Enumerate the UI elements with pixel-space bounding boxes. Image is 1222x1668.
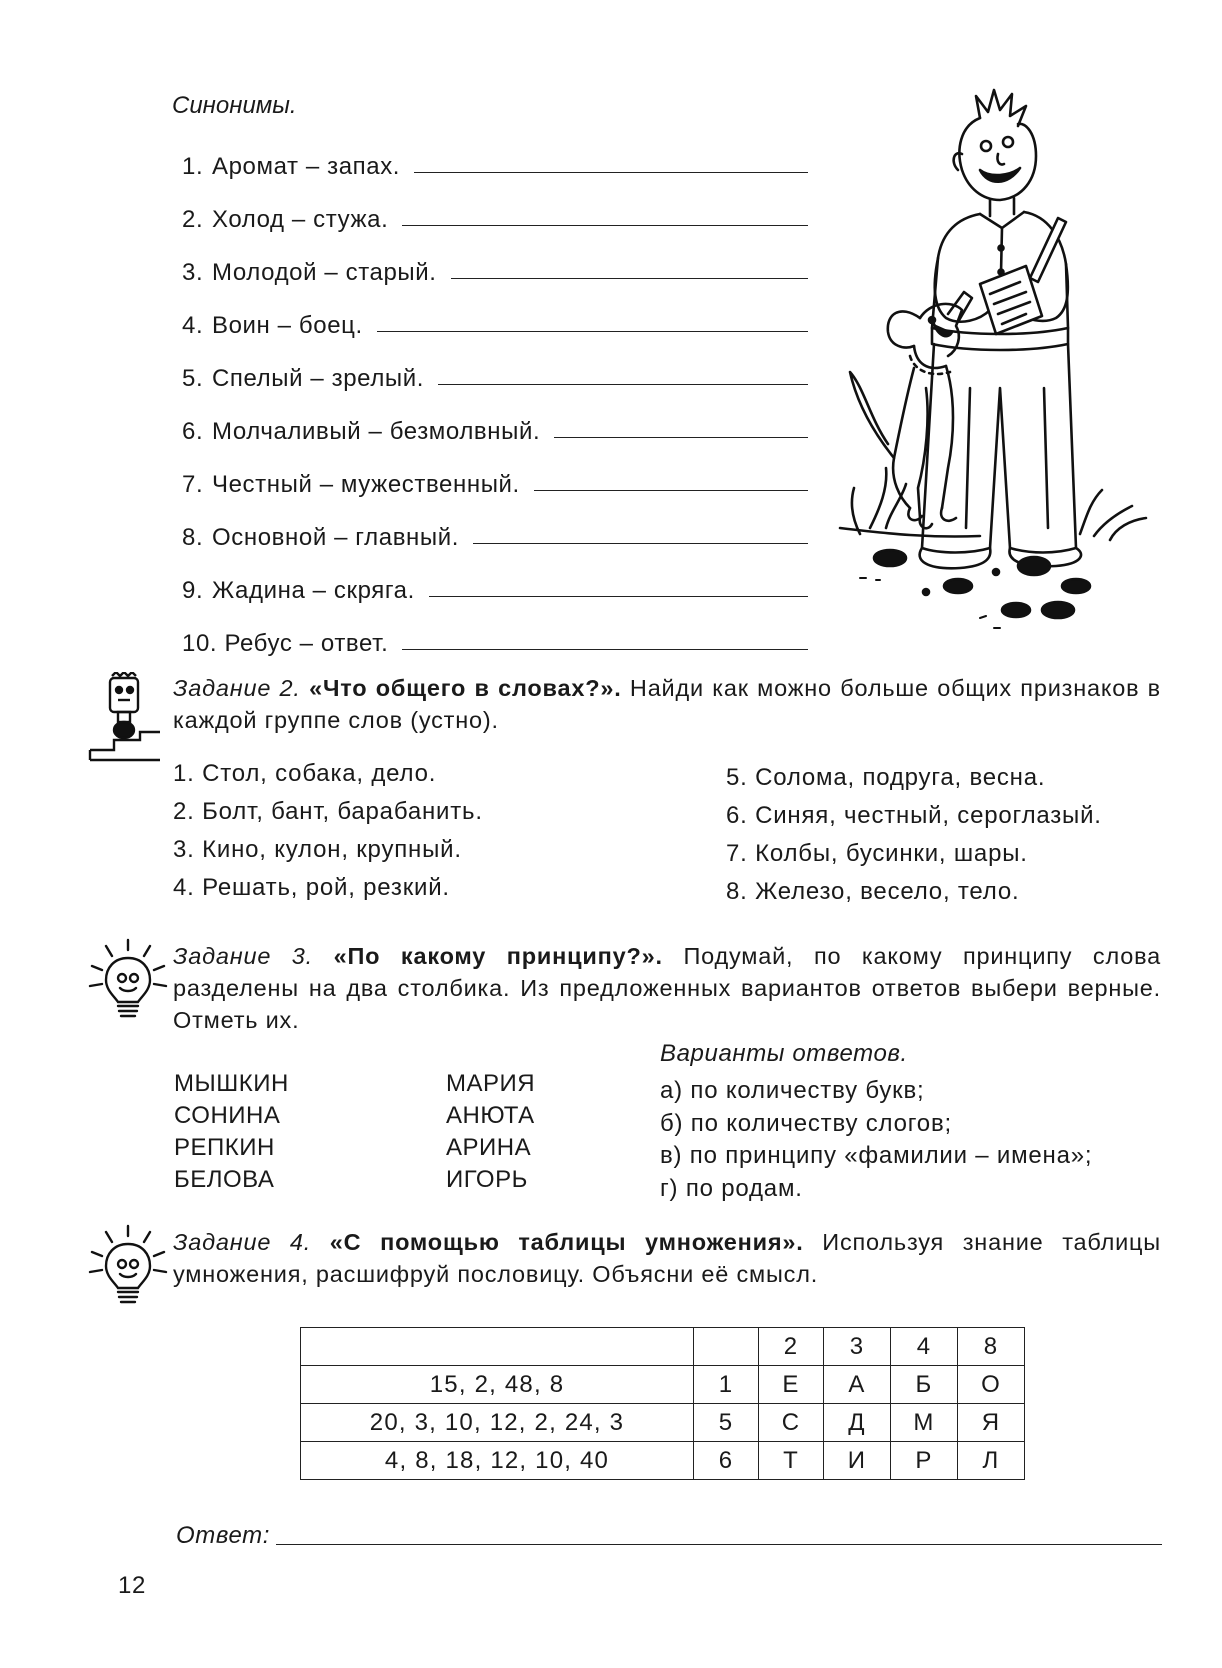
list-item: АРИНА — [446, 1134, 532, 1161]
variant-option[interactable]: в) по принципу «фамилии – имена»; — [660, 1142, 1093, 1169]
task2-heading — [173, 672, 1161, 736]
list-item: БЕЛОВА — [174, 1166, 275, 1193]
table-row — [301, 1442, 1025, 1480]
task2-groups-right — [726, 764, 1102, 916]
answer-line[interactable] — [554, 437, 808, 438]
variant-option[interactable]: б) по количеству слогов; — [660, 1109, 952, 1137]
synonym-number: 3. — [182, 259, 211, 286]
answer-line[interactable] — [534, 490, 808, 491]
variant-option[interactable]: г) по родам. — [660, 1174, 803, 1202]
task2-label: Задание 2. — [173, 675, 301, 701]
task2-instruction: Найди как можно больше общих признаков в каждой группе слов (устно). — [173, 675, 1161, 733]
answer-line[interactable] — [473, 543, 808, 544]
answer-line[interactable] — [438, 384, 808, 385]
list-item: 8. Железо, весело, тело. — [726, 878, 1020, 905]
synonym-number: 8. — [182, 524, 211, 551]
answer-line[interactable] — [402, 649, 808, 650]
synonym-row — [182, 287, 808, 340]
synonym-text: Воин – боец. — [212, 312, 363, 339]
table-cell: С — [759, 1404, 824, 1442]
list-item: МАРИЯ — [446, 1070, 536, 1097]
task3-variants — [660, 1077, 1092, 1207]
synonym-text: Жадина – скряга. — [212, 577, 415, 604]
list-item: ИГОРЬ — [446, 1166, 528, 1193]
synonym-row — [182, 552, 808, 605]
list-item: 6. Синяя, честный, сероглазый. — [726, 802, 1102, 829]
synonym-row — [182, 181, 808, 234]
table-cell: 4 — [891, 1328, 958, 1366]
synonym-row — [182, 128, 808, 181]
task4-instruction: Используя знание таблицы умножения, расшифруй пословицу. Объясни её смысл. — [173, 1229, 1161, 1287]
code-numbers-cell: 4, 8, 18, 12, 10, 40 — [301, 1442, 694, 1480]
synonym-text: Основной – главный. — [212, 524, 460, 551]
synonym-number: 4. — [182, 312, 211, 339]
synonyms-list — [182, 128, 808, 658]
list-item: МЫШКИН — [174, 1070, 289, 1097]
synonym-row — [182, 446, 808, 499]
table-cell: Т — [759, 1442, 824, 1480]
answer-line[interactable] — [414, 172, 808, 173]
synonym-number: 9. — [182, 577, 211, 604]
task3-name: «По какому принципу?». — [333, 943, 663, 969]
synonym-row — [182, 393, 808, 446]
table-cell: Д — [824, 1404, 891, 1442]
table-cell — [694, 1328, 759, 1366]
task3-heading — [173, 940, 1161, 1036]
synonym-number: 5. — [182, 365, 211, 392]
list-item: 1. Стол, собака, дело. — [173, 760, 437, 787]
task4-label: Задание 4. — [173, 1229, 312, 1255]
table-cell: 8 — [958, 1328, 1025, 1366]
synonym-text: Молчаливый – безмолвный. — [212, 418, 541, 445]
character-on-steps-icon — [88, 672, 164, 764]
list-item: СОНИНА — [174, 1102, 281, 1129]
answer-line[interactable] — [276, 1544, 1162, 1545]
synonym-number: 10. — [182, 630, 225, 657]
task3-column-names — [446, 1070, 535, 1198]
task2-name: «Что общего в словах?». — [309, 675, 622, 701]
code-numbers-cell: 20, 3, 10, 12, 2, 24, 3 — [301, 1404, 694, 1442]
task3-label: Задание 3. — [173, 943, 314, 969]
answer-line[interactable] — [402, 225, 808, 226]
task4-name: «С помощью таблицы умножения». — [329, 1229, 804, 1255]
table-cell: 5 — [694, 1404, 759, 1442]
table-cell: О — [958, 1366, 1025, 1404]
synonym-text: Аромат – запах. — [212, 153, 401, 180]
synonym-number: 2. — [182, 206, 211, 233]
code-numbers-cell: 15, 2, 48, 8 — [301, 1366, 694, 1404]
page-number: 12 — [118, 1572, 146, 1599]
synonym-row — [182, 605, 808, 658]
task3-variants-title: Варианты ответов. — [660, 1040, 908, 1067]
variant-option[interactable]: а) по количеству букв; — [660, 1077, 925, 1104]
list-item: РЕПКИН — [174, 1134, 275, 1161]
table-cell: М — [891, 1404, 958, 1442]
task2-groups-left — [173, 760, 483, 912]
answer-line[interactable] — [377, 331, 808, 332]
synonym-row — [182, 499, 808, 552]
list-item: 2. Болт, бант, барабанить. — [173, 798, 483, 825]
list-item: 4. Решать, рой, резкий. — [173, 874, 450, 901]
boy-with-dog-illustration — [830, 88, 1170, 658]
cipher-table — [300, 1327, 1025, 1480]
light-bulb-icon — [88, 1224, 168, 1308]
synonym-number: 6. — [182, 418, 211, 445]
table-cell: 3 — [824, 1328, 891, 1366]
synonym-row — [182, 234, 808, 287]
table-cell: 1 — [694, 1366, 759, 1404]
table-cell — [301, 1328, 694, 1366]
synonym-text: Холод – стужа. — [212, 206, 389, 233]
synonym-number: 7. — [182, 471, 211, 498]
table-cell: Р — [891, 1442, 958, 1480]
list-item: 5. Солома, подруга, весна. — [726, 764, 1046, 791]
task3-instruction: Подумай, по какому принципу слова разделены на два столбика. Из предложенных вариантов ответов выбери верные. Отметь их. — [173, 943, 1161, 1033]
synonym-text: Честный – мужественный. — [212, 471, 520, 498]
light-bulb-icon — [88, 938, 168, 1022]
table-cell: 2 — [759, 1328, 824, 1366]
table-cell: Е — [759, 1366, 824, 1404]
task4-heading — [173, 1226, 1161, 1290]
list-item: 3. Кино, кулон, крупный. — [173, 836, 462, 863]
table-cell: 6 — [694, 1442, 759, 1480]
synonym-row — [182, 340, 808, 393]
answer-line[interactable] — [451, 278, 808, 279]
synonym-text: Молодой – старый. — [212, 259, 437, 286]
table-cell: Б — [891, 1366, 958, 1404]
answer-label: Ответ: — [176, 1522, 270, 1549]
table-cell: А — [824, 1366, 891, 1404]
synonym-text: Ребус – ответ. — [224, 630, 389, 657]
table-cell: И — [824, 1442, 891, 1480]
list-item: 7. Колбы, бусинки, шары. — [726, 840, 1028, 867]
table-cell: Я — [958, 1404, 1025, 1442]
table-header-row — [301, 1328, 1025, 1366]
table-cell: Л — [958, 1442, 1025, 1480]
task3-column-surnames — [174, 1070, 289, 1198]
synonym-number: 1. — [182, 153, 211, 180]
table-row — [301, 1366, 1025, 1404]
table-row — [301, 1404, 1025, 1442]
synonyms-title: Синонимы. — [172, 92, 297, 119]
answer-line[interactable] — [429, 596, 808, 597]
list-item: АНЮТА — [446, 1102, 535, 1129]
synonym-text: Спелый – зрелый. — [212, 365, 425, 392]
